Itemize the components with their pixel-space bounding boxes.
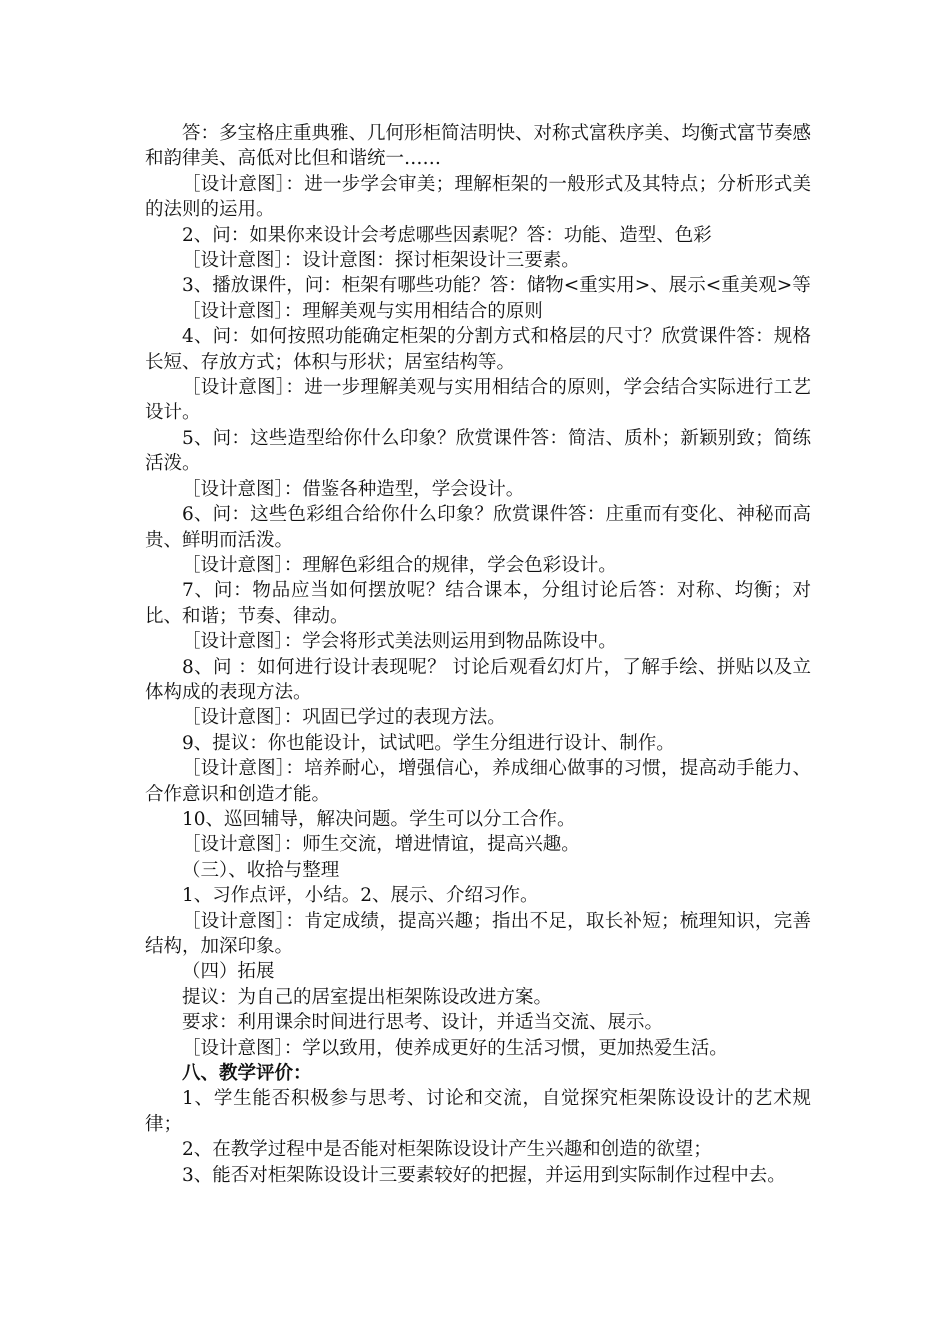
question-paragraph: 6、问：这些色彩组合给你什么印象？欣赏课件答：庄重而有变化、神秘而高贵、鲜明而活泼。 [145, 504, 811, 551]
design-intent-paragraph: ［设计意图］：进一步学会审美；理解柜架的一般形式及其特点；分析形式美的法则的运用。 [145, 173, 811, 221]
activity-paragraph: 10、巡回辅导，解决问题。学生可以分工合作。 [182, 808, 576, 830]
evaluation-item: 2、在教学过程中是否能对柜架陈设设计产生兴趣和创造的欲望； [182, 1139, 712, 1161]
question-paragraph: 2、问：如果你来设计会考虑哪些因素呢？答：功能、造型、色彩 [182, 224, 712, 246]
design-intent-paragraph: ［设计意图］：进一步理解美观与实用相结合的原则，学会结合实际进行工艺设计。 [145, 377, 811, 424]
question-paragraph: 8、问 ：如何进行设计表现呢？ 讨论后观看幻灯片，了解手绘、拼贴以及立体构成的表现方法。 [145, 656, 811, 703]
design-intent-paragraph: ［设计意图］：理解美观与实用相结合的原则 [182, 300, 543, 322]
question-paragraph: 3、播放课件，问：柜架有哪些功能？答：储物<重实用>、展示<重美观>等 [182, 275, 811, 297]
question-paragraph: 4、问：如何按照功能确定柜架的分割方式和格层的尺寸？欣赏课件答：规格长短、存放方式；体积与形状；居室结构等。 [145, 326, 811, 373]
answer-paragraph: 答：多宝格庄重典雅、几何形柜简洁明快、对称式富秩序美、均衡式富节奏感和韵律美、高低对比但和谐统一…… [145, 123, 812, 170]
design-intent-paragraph: ［设计意图］：借鉴各种造型，学会设计。 [182, 478, 525, 500]
evaluation-item: 1、学生能否积极参与思考、讨论和交流，自觉探究柜架陈设设计的艺术规律； [145, 1088, 811, 1135]
section-heading: （四）拓展 [182, 961, 275, 983]
question-paragraph: 5、问：这些造型给你什么印象？欣赏课件答：简洁、质朴；新颖别致；简练活泼。 [145, 427, 811, 475]
activity-paragraph: 9、提议：你也能设计，试试吧。学生分组进行设计、制作。 [182, 732, 675, 754]
design-intent-paragraph: ［设计意图］：肯定成绩，提高兴趣；指出不足，取长补短；梳理知识，完善结构，加深印象。 [145, 910, 811, 957]
activity-paragraph: 1、习作点评，小结。2、展示、介绍习作。 [182, 885, 539, 907]
design-intent-paragraph: ［设计意图］：巩固已学过的表现方法。 [182, 707, 506, 729]
proposal-paragraph: 提议：为自己的居室提出柜架陈设改进方案。 [182, 986, 553, 1008]
requirement-paragraph: 要求：利用课余时间进行思考、设计，并适当交流、展示。 [182, 1012, 664, 1034]
section-heading: （三）、收拾与整理 [182, 859, 340, 881]
design-intent-paragraph: ［设计意图］：学以致用，使养成更好的生活习惯，更加热爱生活。 [182, 1037, 728, 1059]
evaluation-item: 3、能否对柜架陈设设计三要素较好的把握，并运用到实际制作过程中去。 [182, 1164, 786, 1186]
design-intent-paragraph: ［设计意图］：设计意图：探讨柜架设计三要素。 [182, 250, 580, 272]
design-intent-paragraph: ［设计意图］：理解色彩组合的规律，学会色彩设计。 [182, 554, 617, 576]
document-body [145, 121, 811, 1188]
design-intent-paragraph: ［设计意图］：培养耐心，增强信心，养成细心做事的习惯，提高动手能力、合作意识和创造才能。 [145, 758, 811, 805]
design-intent-paragraph: ［设计意图］：学会将形式美法则运用到物品陈设中。 [182, 631, 617, 653]
teaching-evaluation-heading: 八、教学评价： [182, 1063, 312, 1085]
question-paragraph: 7、问：物品应当如何摆放呢？结合课本，分组讨论后答：对称、均衡；对比、和谐；节奏、律动。 [145, 580, 811, 627]
design-intent-paragraph: ［设计意图］：师生交流，增进情谊，提高兴趣。 [182, 834, 580, 856]
